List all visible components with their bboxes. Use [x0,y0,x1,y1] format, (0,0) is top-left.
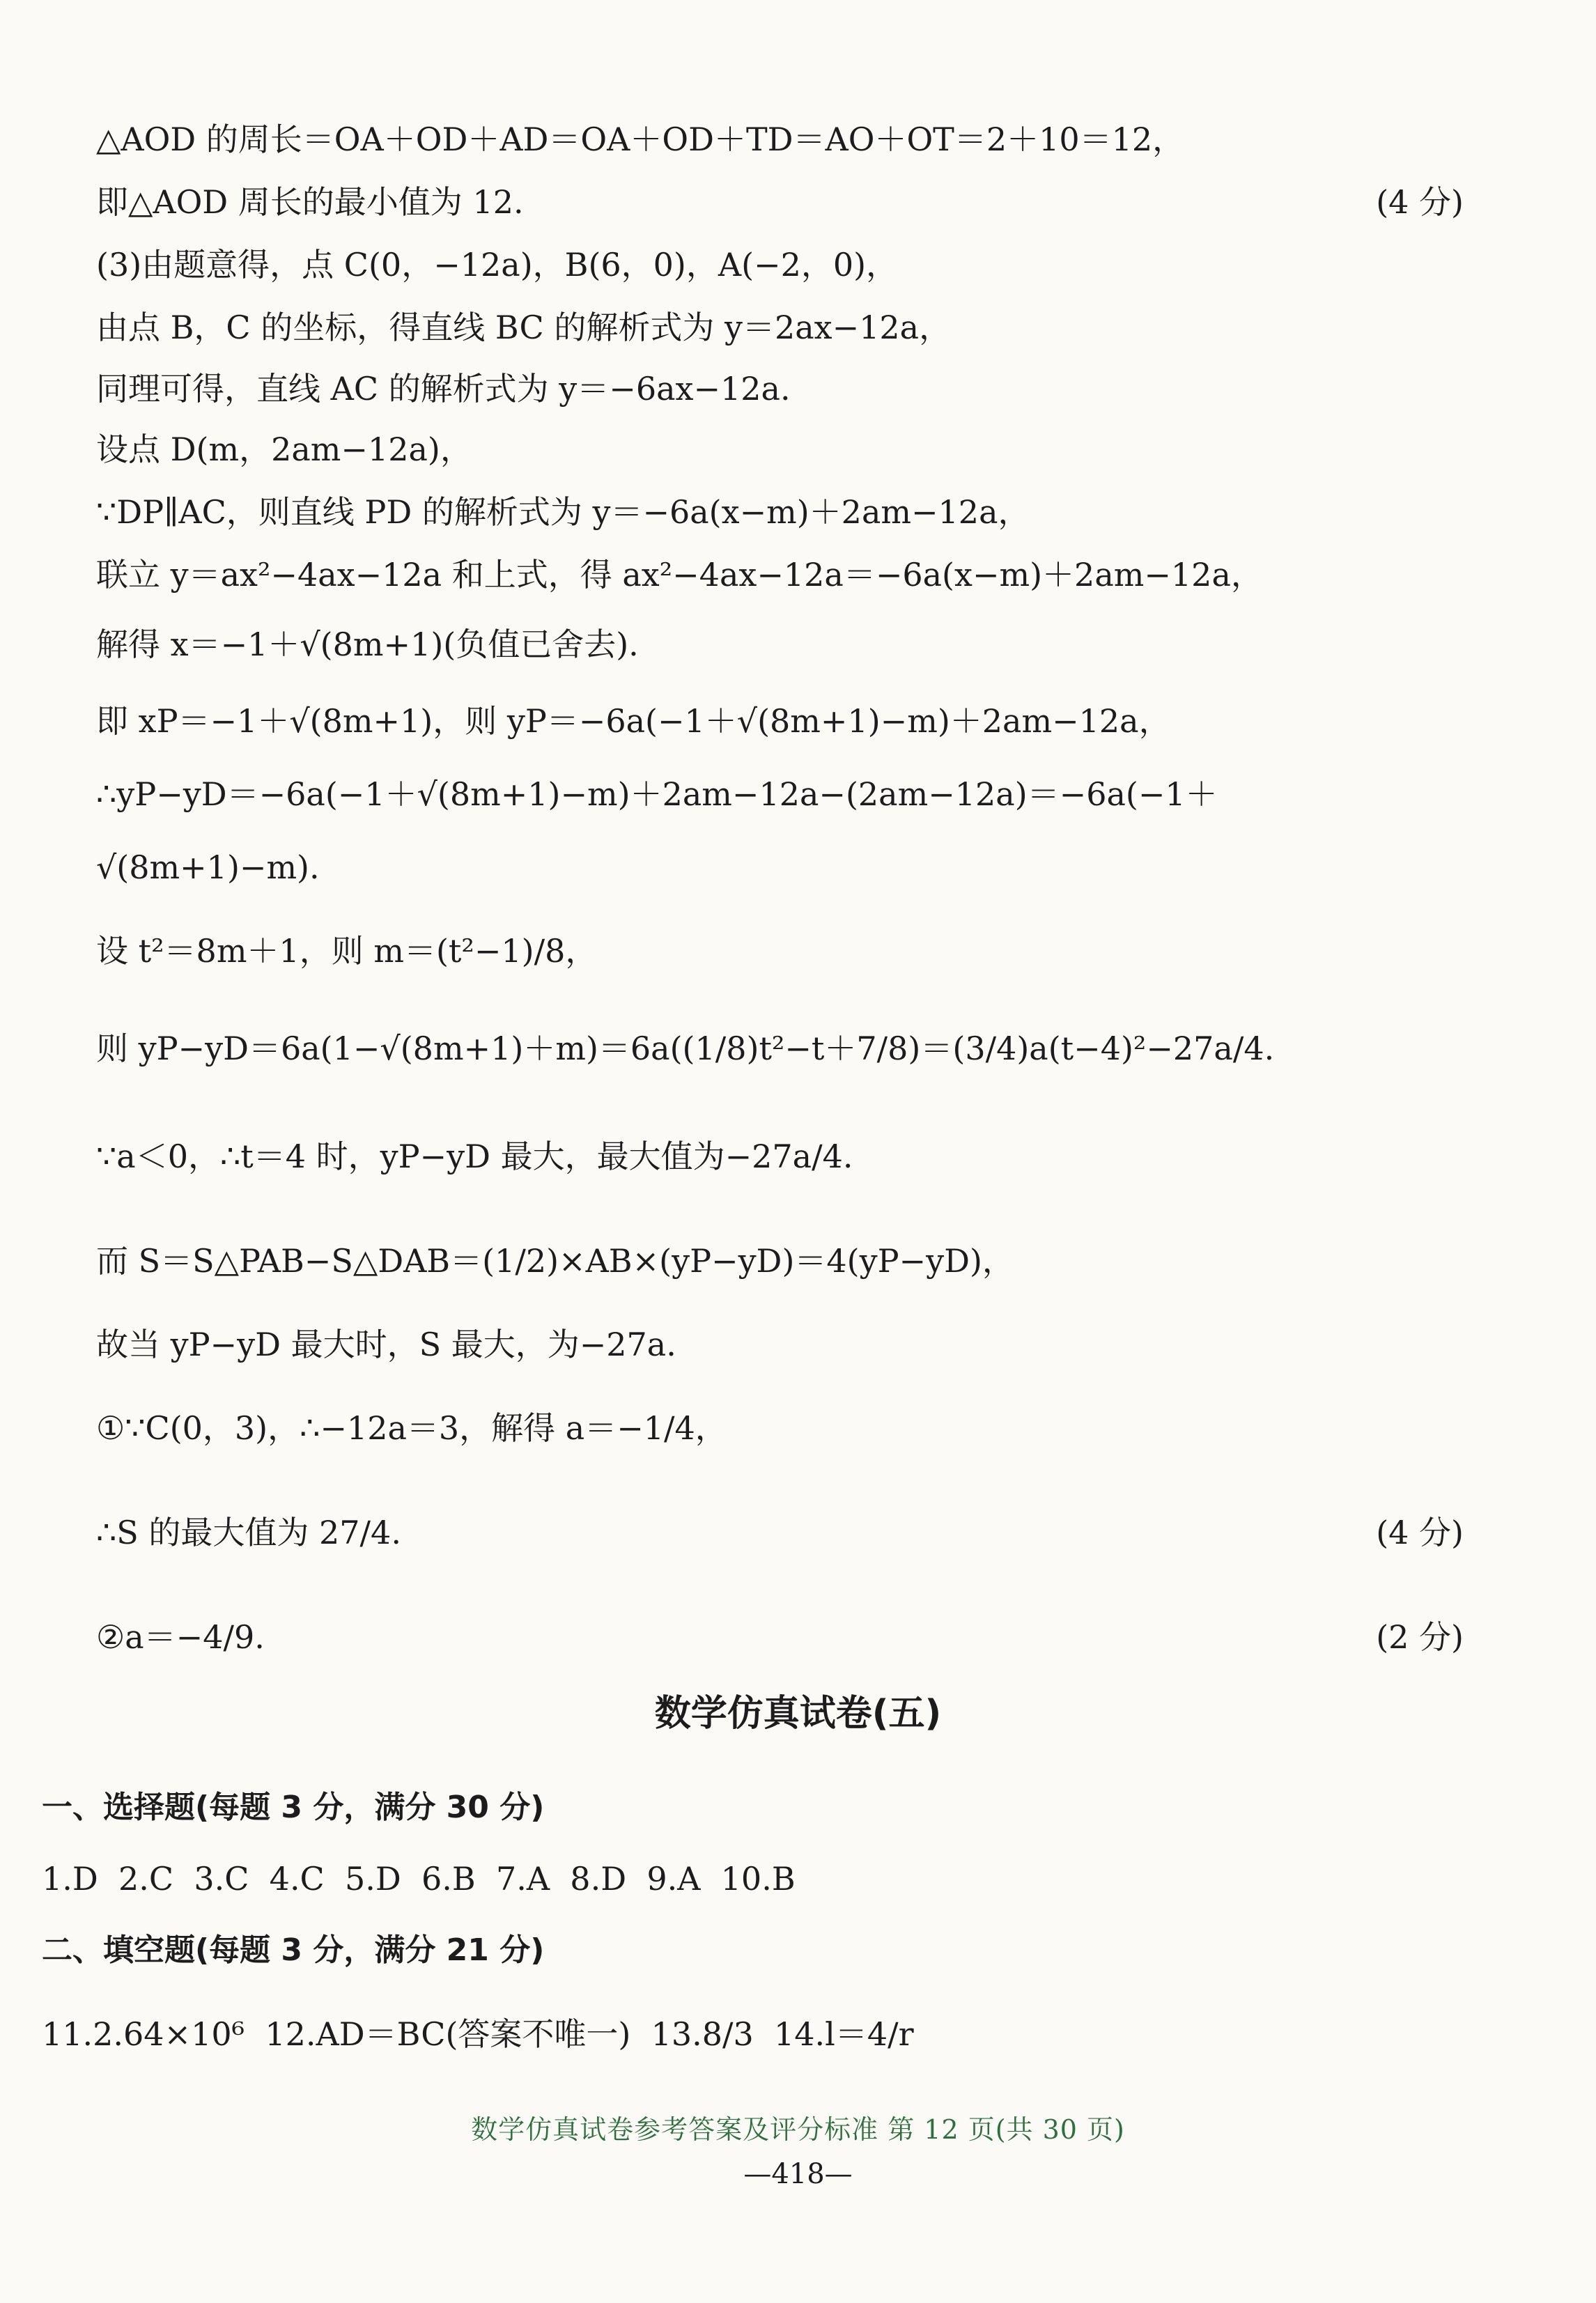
text-line: ∵a＜0，∴t＝4 时，yP−yD 最大，最大值为−27a/4. [96,1138,853,1175]
text-line: 设点 D(m，2am−12a)， [96,431,472,468]
text-line: ∴yP−yD＝−6a(−1＋√(8m+1)−m)＋2am−12a−(2am−12a)＝−6a(−1＋ [96,775,1218,813]
fill-answers: 11.2.64×10⁶ 12.AD＝BC(答案不唯一) 13.8/3 14.l＝4/r [42,2015,914,2053]
text-line: 解得 x＝−1＋√(8m+1)(负值已舍去). [96,626,639,663]
score-note: (4 分) [1376,1514,1464,1551]
text-line: 设 t²＝8m＋1，则 m＝(t²−1)/8， [96,932,598,970]
text-line: (3)由题意得，点 C(0，−12a)，B(6，0)，A(−2，0)， [96,246,899,284]
text-line: 同理可得，直线 AC 的解析式为 y＝−6ax−12a. [96,370,791,408]
text-line: 联立 y＝ax²−4ax−12a 和上式，得 ax²−4ax−12a＝−6a(x−m)＋2am−12a， [96,556,1263,594]
text-line: ②a＝−4/9. (2 分) [96,1616,1464,1658]
paper-title: 数学仿真试卷(五) [654,1693,942,1735]
choice-answers: 1.D 2.C 3.C 4.C 5.D 6.B 7.A 8.D 9.A 10.B [42,1860,796,1898]
text-line: 则 yP−yD＝6a(1−√(8m+1)＋m)＝6a((1/8)t²−t＋7/8)＝(3/4)a(t−4)²−27a/4. [96,1030,1275,1067]
text-line: ∵DP∥AC，则直线 PD 的解析式为 y＝−6a(x−m)＋2am−12a， [96,493,1030,531]
score-note: (2 分) [1376,1618,1464,1656]
text-line: 即 xP＝−1＋√(8m+1)，则 yP＝−6a(−1＋√(8m+1)−m)＋2am−12a， [96,702,1171,740]
text-line: √(8m+1)−m). [96,848,320,886]
text-line: △AOD 的周长＝OA＋OD＋AD＝OA＋OD＋TD＝AO＋OT＝2＋10＝12， [96,121,1185,158]
text-line: 故当 yP−yD 最大时，S 最大，为−27a. [96,1326,676,1363]
text-line: 即△AOD 周长的最小值为 12. (4 分) [96,181,1464,223]
text-line: ∴S 的最大值为 27/4. (4 分) [96,1512,1464,1553]
section-heading: 一、选择题(每题 3 分，满分 30 分) [42,1790,545,1825]
page-footer: 数学仿真试卷参考答案及评分标准 第 12 页(共 30 页) [471,2114,1125,2145]
text-line: 而 S＝S△PAB−S△DAB＝(1/2)×AB×(yP−yD)＝4(yP−yD)， [96,1242,1014,1280]
section-heading: 二、填空题(每题 3 分，满分 21 分) [42,1932,545,1968]
page-number: —418— [743,2158,853,2190]
text-line: 由点 B，C 的坐标，得直线 BC 的解析式为 y＝2ax−12a， [96,309,952,346]
score-note: (4 分) [1376,183,1464,221]
text-line: ①∵C(0，3)，∴−12a＝3，解得 a＝−1/4， [96,1409,727,1447]
